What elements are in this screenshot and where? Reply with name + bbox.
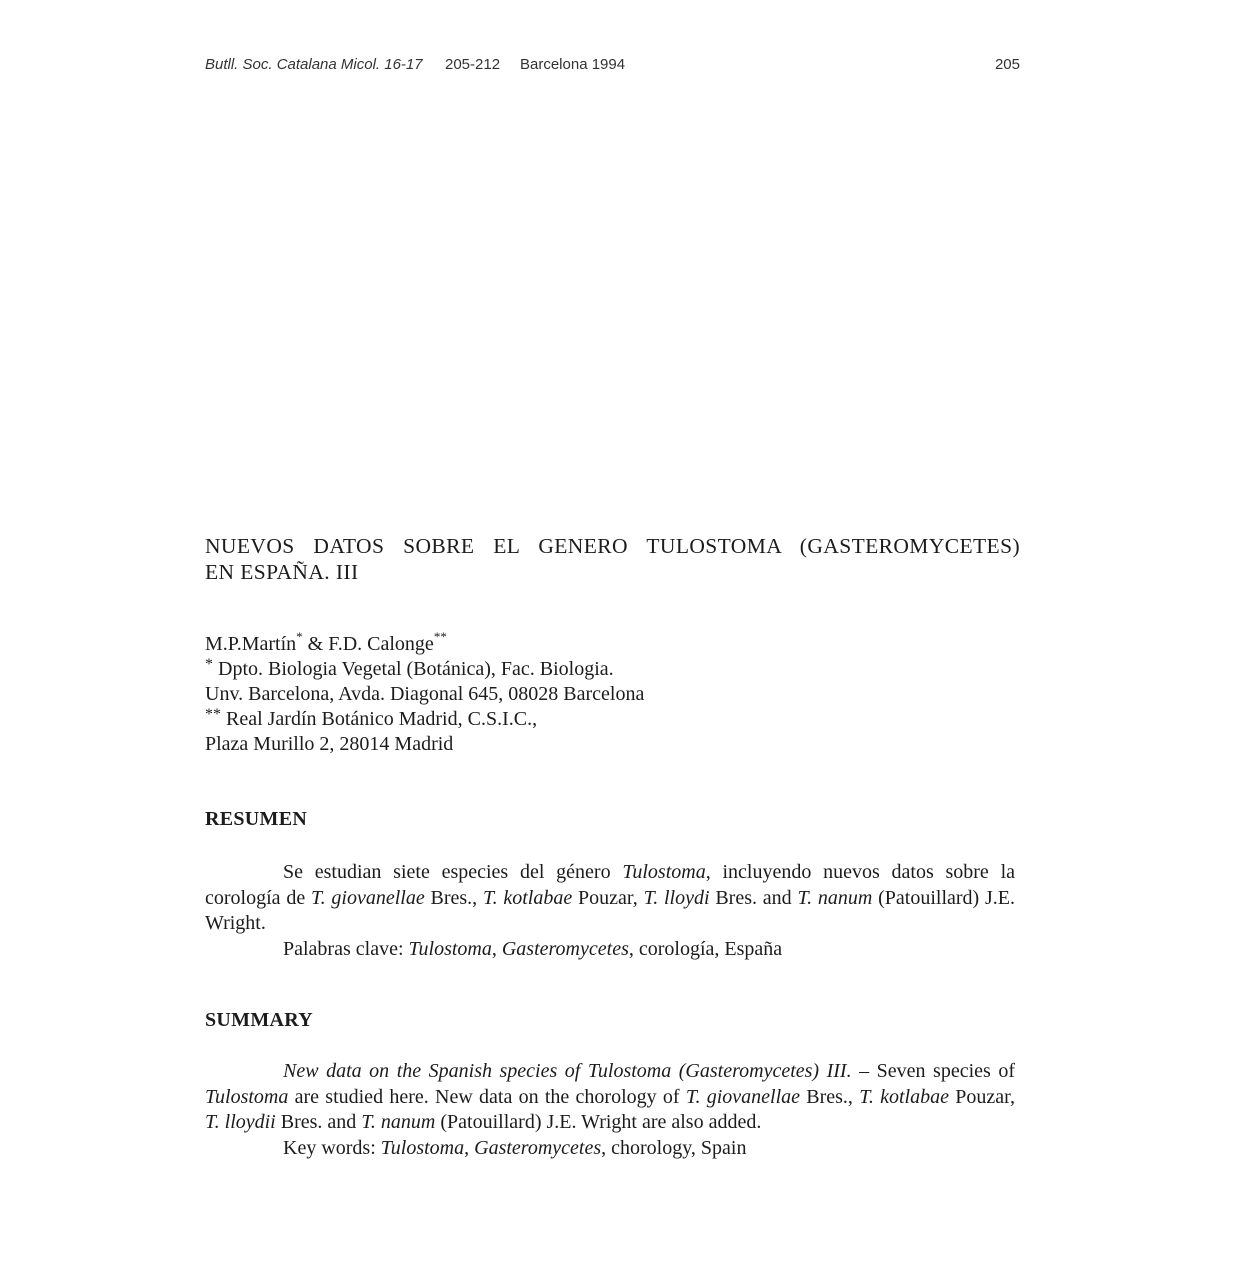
page-number: 205 — [994, 56, 1020, 73]
affiliation-2-line-2: Plaza Murillo 2, 28014 Madrid — [205, 733, 454, 755]
author-2: F.D. Calonge — [328, 633, 434, 655]
summary-paragraph: New data on the Spanish species of Tulostoma (Gasteromycetes) III. – Seven species of Tulostoma are studied here. New data on the chorology of T. giovanellae Bres., T. kotlabae Pouzar, T. lloydii Bres. and T. nanum (Patouillard) J.E. Wright are also added. — [205, 1060, 1015, 1133]
title-line-1: NUEVOS DATOS SOBRE EL GENERO TULOSTOMA (GASTEROMYCETES) — [205, 534, 1020, 558]
author-separator: & — [302, 633, 329, 655]
affiliation-1-mark: * — [205, 656, 213, 673]
resumen-heading: RESUMEN — [205, 808, 308, 830]
place-year: Barcelona 1994 — [520, 56, 626, 73]
journal-citation: Butll. Soc. Catalana Micol. 16-17 — [205, 56, 423, 73]
author-line — [205, 629, 1020, 657]
title-line-2: EN ESPAÑA. III — [205, 560, 359, 584]
page-range: 205-212 — [445, 56, 501, 73]
affiliation-2-line-1: ** Real Jardín Botánico Madrid, C.S.I.C., — [205, 706, 538, 730]
summary-heading: SUMMARY — [205, 1009, 314, 1031]
affiliation-2-mark: ** — [205, 706, 221, 723]
author-block — [205, 629, 1020, 757]
resumen-body — [205, 860, 1015, 962]
affiliation-1-line-1: * Dpto. Biologia Vegetal (Botánica), Fac. Biologia. — [205, 656, 614, 680]
resumen-keywords: Palabras clave: Tulostoma, Gasteromycetes, corología, España — [283, 937, 783, 960]
author-1: M.P.Martín — [205, 633, 297, 655]
author-2-mark: ** — [433, 629, 447, 644]
author-1-mark: * — [296, 629, 303, 644]
affiliation-1-line-2: Unv. Barcelona, Avda. Diagonal 645, 08028 Barcelona — [205, 683, 645, 705]
summary-body — [205, 1059, 1015, 1161]
article-title — [205, 533, 1020, 585]
summary-keywords: Key words: Tulostoma, Gasteromycetes, chorology, Spain — [283, 1136, 747, 1159]
resumen-paragraph: Se estudian siete especies del género Tulostoma, incluyendo nuevos datos sobre la corología de T. giovanellae Bres., T. kotlabae Pouzar, T. lloydi Bres. and T. nanum (Patouillard) J.E. Wright. — [205, 861, 1016, 934]
